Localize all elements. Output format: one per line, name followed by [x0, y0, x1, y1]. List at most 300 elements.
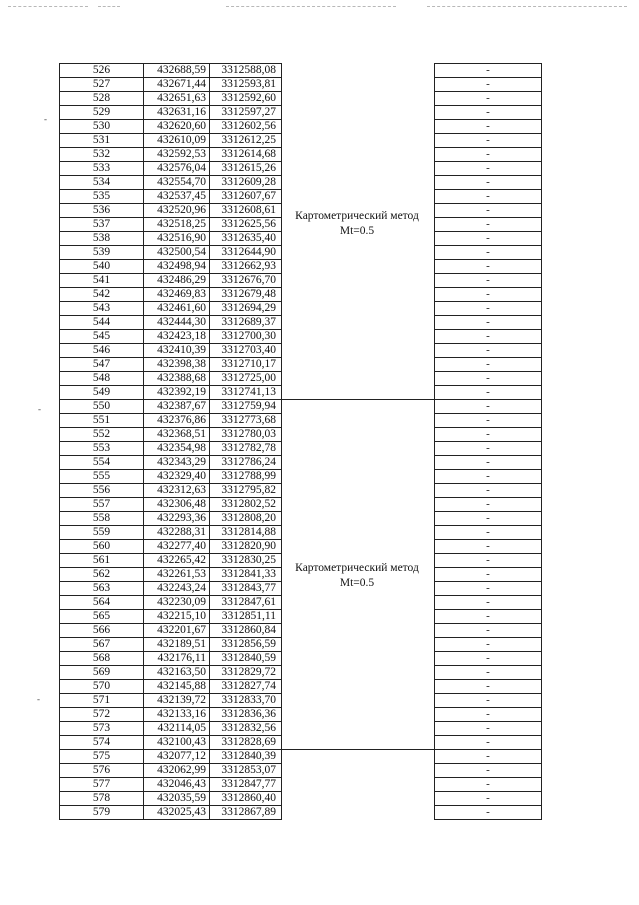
- coord-y: 3312694,29: [210, 302, 282, 316]
- coord-y: 3312795,82: [210, 484, 282, 498]
- point-number: 559: [60, 526, 144, 540]
- coord-y: 3312829,72: [210, 666, 282, 680]
- point-number: 578: [60, 792, 144, 806]
- dash-row: [435, 694, 542, 708]
- table-row: [60, 638, 282, 652]
- point-number: 531: [60, 134, 144, 148]
- coord-x: 432288,31: [144, 526, 210, 540]
- scan-border-line: [8, 6, 88, 7]
- dash-row: [435, 260, 542, 274]
- table-row: [60, 316, 282, 330]
- coord-y: 3312612,25: [210, 134, 282, 148]
- point-number: 577: [60, 778, 144, 792]
- coord-y: 3312609,28: [210, 176, 282, 190]
- table-row: [60, 470, 282, 484]
- coord-x: 432343,29: [144, 456, 210, 470]
- table-row: [60, 162, 282, 176]
- coord-y: 3312602,56: [210, 120, 282, 134]
- table-row: [60, 274, 282, 288]
- table-row: [60, 148, 282, 162]
- coord-y: 3312614,68: [210, 148, 282, 162]
- dash-row: [435, 470, 542, 484]
- point-number: 534: [60, 176, 144, 190]
- dash-cell: -: [435, 190, 542, 204]
- table-row: [60, 120, 282, 134]
- dash-cell: -: [435, 498, 542, 512]
- dash-cell: -: [435, 358, 542, 372]
- dash-cell: -: [435, 484, 542, 498]
- dash-cell: -: [435, 470, 542, 484]
- dash-cell: -: [435, 666, 542, 680]
- point-number: 563: [60, 582, 144, 596]
- coord-y: 3312843,77: [210, 582, 282, 596]
- point-number: 537: [60, 218, 144, 232]
- dash-cell: -: [435, 540, 542, 554]
- method-note-2: [282, 561, 432, 591]
- point-number: 529: [60, 106, 144, 120]
- dash-cell: -: [435, 386, 542, 400]
- coord-y: 3312860,84: [210, 624, 282, 638]
- table-row: [60, 400, 282, 414]
- point-number: 548: [60, 372, 144, 386]
- point-number: 561: [60, 554, 144, 568]
- table-row: [60, 722, 282, 736]
- coord-x: 432062,99: [144, 764, 210, 778]
- table-row: [60, 372, 282, 386]
- dash-row: [435, 484, 542, 498]
- point-number: 557: [60, 498, 144, 512]
- coord-y: 3312840,39: [210, 750, 282, 764]
- dash-row: [435, 722, 542, 736]
- coord-y: 3312832,56: [210, 722, 282, 736]
- coord-y: 3312828,69: [210, 736, 282, 750]
- dash-cell: -: [435, 302, 542, 316]
- dash-row: [435, 218, 542, 232]
- dash-cell: -: [435, 106, 542, 120]
- dash-row: [435, 302, 542, 316]
- method-accuracy: Mt=0.5: [339, 225, 375, 237]
- table-row: [60, 764, 282, 778]
- table-row: [60, 610, 282, 624]
- point-number: 566: [60, 624, 144, 638]
- coord-y: 3312867,89: [210, 806, 282, 820]
- coord-x: 432312,63: [144, 484, 210, 498]
- dash-row: [435, 792, 542, 806]
- coord-y: 3312782,78: [210, 442, 282, 456]
- table-row: [60, 330, 282, 344]
- dash-cell: -: [435, 92, 542, 106]
- coord-y: 3312853,07: [210, 764, 282, 778]
- dash-row: [435, 106, 542, 120]
- dash-row: [435, 330, 542, 344]
- coord-x: 432306,48: [144, 498, 210, 512]
- coord-x: 432387,67: [144, 400, 210, 414]
- point-number: 538: [60, 232, 144, 246]
- table-row: [60, 512, 282, 526]
- dash-row: [435, 638, 542, 652]
- table-row: [60, 652, 282, 666]
- dash-row: [435, 764, 542, 778]
- method-name: Картометрический метод: [295, 210, 419, 222]
- dash-row: [435, 736, 542, 750]
- dash-row: [435, 568, 542, 582]
- dash-cell: -: [435, 526, 542, 540]
- dash-cell: -: [435, 218, 542, 232]
- point-number: 569: [60, 666, 144, 680]
- dash-cell: -: [435, 624, 542, 638]
- dash-cell: -: [435, 680, 542, 694]
- dash-row: [435, 400, 542, 414]
- coord-x: 432592,53: [144, 148, 210, 162]
- point-number: 544: [60, 316, 144, 330]
- coord-x: 432688,59: [144, 64, 210, 78]
- coord-x: 432610,09: [144, 134, 210, 148]
- point-number: 565: [60, 610, 144, 624]
- table-row: [60, 386, 282, 400]
- stray-mark: -: [38, 404, 41, 414]
- dash-row: [435, 92, 542, 106]
- table-row: [60, 302, 282, 316]
- table-row: [60, 806, 282, 820]
- group-separator: [281, 399, 435, 400]
- dash-row: [435, 806, 542, 820]
- dash-row: [435, 652, 542, 666]
- point-number: 562: [60, 568, 144, 582]
- dash-row: [435, 708, 542, 722]
- coord-x: 432486,29: [144, 274, 210, 288]
- dash-row: [435, 176, 542, 190]
- table-row: [60, 176, 282, 190]
- dash-row: [435, 414, 542, 428]
- dash-cell: -: [435, 582, 542, 596]
- coord-y: 3312625,56: [210, 218, 282, 232]
- dash-cell: -: [435, 148, 542, 162]
- table-row: [60, 680, 282, 694]
- table-row: [60, 554, 282, 568]
- point-number: 545: [60, 330, 144, 344]
- coord-y: 3312703,40: [210, 344, 282, 358]
- dash-row: [435, 386, 542, 400]
- table-row: [60, 596, 282, 610]
- coord-y: 3312689,37: [210, 316, 282, 330]
- dash-row: [435, 78, 542, 92]
- dash-cell: -: [435, 554, 542, 568]
- table-row: [60, 568, 282, 582]
- method-name: Картометрический метод: [295, 562, 419, 574]
- point-number: 546: [60, 344, 144, 358]
- coord-x: 432139,72: [144, 694, 210, 708]
- point-number: 530: [60, 120, 144, 134]
- point-number: 542: [60, 288, 144, 302]
- coord-x: 432537,45: [144, 190, 210, 204]
- coord-x: 432444,30: [144, 316, 210, 330]
- point-number: 539: [60, 246, 144, 260]
- dash-row: [435, 540, 542, 554]
- point-number: 567: [60, 638, 144, 652]
- dash-cell: -: [435, 596, 542, 610]
- dash-row: [435, 134, 542, 148]
- coord-y: 3312679,48: [210, 288, 282, 302]
- coord-x: 432631,16: [144, 106, 210, 120]
- dash-cell: -: [435, 162, 542, 176]
- dash-row: [435, 442, 542, 456]
- coord-y: 3312856,59: [210, 638, 282, 652]
- dash-row: [435, 372, 542, 386]
- coord-y: 3312662,93: [210, 260, 282, 274]
- dash-cell: -: [435, 428, 542, 442]
- dash-row: [435, 456, 542, 470]
- coord-y: 3312786,24: [210, 456, 282, 470]
- coord-x: 432046,43: [144, 778, 210, 792]
- table-row: [60, 498, 282, 512]
- coord-x: 432554,70: [144, 176, 210, 190]
- dash-cell: -: [435, 652, 542, 666]
- coord-y: 3312615,26: [210, 162, 282, 176]
- stray-mark: -: [37, 694, 40, 704]
- table-row: [60, 358, 282, 372]
- coord-y: 3312644,90: [210, 246, 282, 260]
- coord-x: 432133,16: [144, 708, 210, 722]
- coord-x: 432500,54: [144, 246, 210, 260]
- coord-x: 432520,96: [144, 204, 210, 218]
- table-row: [60, 484, 282, 498]
- coord-x: 432576,04: [144, 162, 210, 176]
- table-row: [60, 778, 282, 792]
- coord-y: 3312808,20: [210, 512, 282, 526]
- dash-row: [435, 204, 542, 218]
- point-number: 568: [60, 652, 144, 666]
- dash-cell: -: [435, 260, 542, 274]
- point-number: 541: [60, 274, 144, 288]
- coord-x: 432261,53: [144, 568, 210, 582]
- coord-x: 432265,42: [144, 554, 210, 568]
- coord-y: 3312635,40: [210, 232, 282, 246]
- coord-y: 3312741,13: [210, 386, 282, 400]
- dash-row: [435, 680, 542, 694]
- dash-cell: -: [435, 344, 542, 358]
- point-number: 550: [60, 400, 144, 414]
- dash-row: [435, 666, 542, 680]
- dash-row: [435, 358, 542, 372]
- coord-x: 432671,44: [144, 78, 210, 92]
- coord-y: 3312593,81: [210, 78, 282, 92]
- table-row: [60, 694, 282, 708]
- coord-y: 3312847,77: [210, 778, 282, 792]
- coord-x: 432461,60: [144, 302, 210, 316]
- table-row: [60, 736, 282, 750]
- dash-row: [435, 596, 542, 610]
- point-number: 574: [60, 736, 144, 750]
- dash-cell: -: [435, 78, 542, 92]
- table-row: [60, 92, 282, 106]
- scan-border-line: [427, 6, 627, 7]
- table-row: [60, 134, 282, 148]
- dash-row: [435, 120, 542, 134]
- dash-cell: -: [435, 456, 542, 470]
- coord-y: 3312592,60: [210, 92, 282, 106]
- point-number: 573: [60, 722, 144, 736]
- dash-row: [435, 274, 542, 288]
- coord-x: 432201,67: [144, 624, 210, 638]
- coord-y: 3312860,40: [210, 792, 282, 806]
- table-row: [60, 428, 282, 442]
- point-number: 556: [60, 484, 144, 498]
- coord-y: 3312847,61: [210, 596, 282, 610]
- point-number: 547: [60, 358, 144, 372]
- dash-cell: -: [435, 64, 542, 78]
- dash-row: [435, 526, 542, 540]
- coord-x: 432189,51: [144, 638, 210, 652]
- coord-x: 432176,11: [144, 652, 210, 666]
- coord-x: 432230,09: [144, 596, 210, 610]
- dash-cell: -: [435, 134, 542, 148]
- dash-row: [435, 64, 542, 78]
- point-number: 540: [60, 260, 144, 274]
- coord-x: 432114,05: [144, 722, 210, 736]
- dash-cell: -: [435, 330, 542, 344]
- coord-x: 432293,36: [144, 512, 210, 526]
- coord-y: 3312836,36: [210, 708, 282, 722]
- coord-y: 3312827,74: [210, 680, 282, 694]
- coord-x: 432354,98: [144, 442, 210, 456]
- method-note-1: [282, 209, 432, 239]
- dash-row: [435, 316, 542, 330]
- coord-x: 432410,39: [144, 344, 210, 358]
- coord-y: 3312588,08: [210, 64, 282, 78]
- coord-x: 432368,51: [144, 428, 210, 442]
- point-number: 528: [60, 92, 144, 106]
- dash-cell: -: [435, 722, 542, 736]
- dash-row: [435, 750, 542, 764]
- dash-cell: -: [435, 806, 542, 820]
- coord-x: 432398,38: [144, 358, 210, 372]
- coord-x: 432145,88: [144, 680, 210, 694]
- table-row: [60, 78, 282, 92]
- scan-border-line: [226, 6, 396, 7]
- dash-row: [435, 624, 542, 638]
- coord-x: 432388,68: [144, 372, 210, 386]
- dash-cell: -: [435, 120, 542, 134]
- method-accuracy: Mt=0.5: [339, 577, 375, 589]
- point-number: 554: [60, 456, 144, 470]
- table-row: [60, 204, 282, 218]
- coord-y: 3312710,17: [210, 358, 282, 372]
- table-row: [60, 106, 282, 120]
- dash-cell: -: [435, 176, 542, 190]
- dash-row: [435, 498, 542, 512]
- dash-cell: -: [435, 274, 542, 288]
- scan-border-line: [98, 6, 120, 7]
- dash-row: [435, 610, 542, 624]
- table-row: [60, 246, 282, 260]
- table-row: [60, 582, 282, 596]
- dash-cell: -: [435, 204, 542, 218]
- coord-x: 432651,63: [144, 92, 210, 106]
- point-number: 571: [60, 694, 144, 708]
- dash-cell: -: [435, 568, 542, 582]
- table-row: [60, 456, 282, 470]
- coord-x: 432392,19: [144, 386, 210, 400]
- coord-x: 432215,10: [144, 610, 210, 624]
- coord-y: 3312788,99: [210, 470, 282, 484]
- dash-cell: -: [435, 400, 542, 414]
- point-number: 533: [60, 162, 144, 176]
- coord-x: 432243,24: [144, 582, 210, 596]
- dash-cell: -: [435, 792, 542, 806]
- extra-column-table: [434, 63, 542, 820]
- table-row: [60, 288, 282, 302]
- coord-x: 432077,12: [144, 750, 210, 764]
- table-row: [60, 442, 282, 456]
- dash-cell: -: [435, 442, 542, 456]
- coord-y: 3312607,67: [210, 190, 282, 204]
- dash-row: [435, 246, 542, 260]
- table-row: [60, 526, 282, 540]
- coord-y: 3312802,52: [210, 498, 282, 512]
- coord-x: 432620,60: [144, 120, 210, 134]
- dash-cell: -: [435, 246, 542, 260]
- dash-row: [435, 344, 542, 358]
- group-separator: [281, 749, 435, 750]
- dash-row: [435, 554, 542, 568]
- coord-x: 432423,18: [144, 330, 210, 344]
- dash-cell: -: [435, 778, 542, 792]
- point-number: 549: [60, 386, 144, 400]
- table-row: [60, 540, 282, 554]
- point-number: 579: [60, 806, 144, 820]
- table-row: [60, 750, 282, 764]
- point-number: 560: [60, 540, 144, 554]
- coord-y: 3312830,25: [210, 554, 282, 568]
- point-number: 558: [60, 512, 144, 526]
- table-row: [60, 624, 282, 638]
- coord-y: 3312820,90: [210, 540, 282, 554]
- coord-y: 3312725,00: [210, 372, 282, 386]
- dash-cell: -: [435, 638, 542, 652]
- point-number: 572: [60, 708, 144, 722]
- coord-y: 3312773,68: [210, 414, 282, 428]
- point-number: 536: [60, 204, 144, 218]
- dash-row: [435, 428, 542, 442]
- coord-y: 3312597,27: [210, 106, 282, 120]
- point-number: 553: [60, 442, 144, 456]
- dash-row: [435, 232, 542, 246]
- coord-x: 432329,40: [144, 470, 210, 484]
- point-number: 535: [60, 190, 144, 204]
- dash-cell: -: [435, 610, 542, 624]
- point-number: 570: [60, 680, 144, 694]
- coord-y: 3312833,70: [210, 694, 282, 708]
- dash-row: [435, 288, 542, 302]
- table-row: [60, 218, 282, 232]
- table-row: [60, 64, 282, 78]
- dash-row: [435, 190, 542, 204]
- coord-x: 432163,50: [144, 666, 210, 680]
- point-number: 564: [60, 596, 144, 610]
- point-number: 555: [60, 470, 144, 484]
- coord-y: 3312814,88: [210, 526, 282, 540]
- coord-y: 3312759,94: [210, 400, 282, 414]
- table-row: [60, 792, 282, 806]
- coord-x: 432025,43: [144, 806, 210, 820]
- point-number: 576: [60, 764, 144, 778]
- dash-cell: -: [435, 288, 542, 302]
- table-row: [60, 190, 282, 204]
- table-row: [60, 414, 282, 428]
- coord-x: 432277,40: [144, 540, 210, 554]
- dash-row: [435, 512, 542, 526]
- point-number: 526: [60, 64, 144, 78]
